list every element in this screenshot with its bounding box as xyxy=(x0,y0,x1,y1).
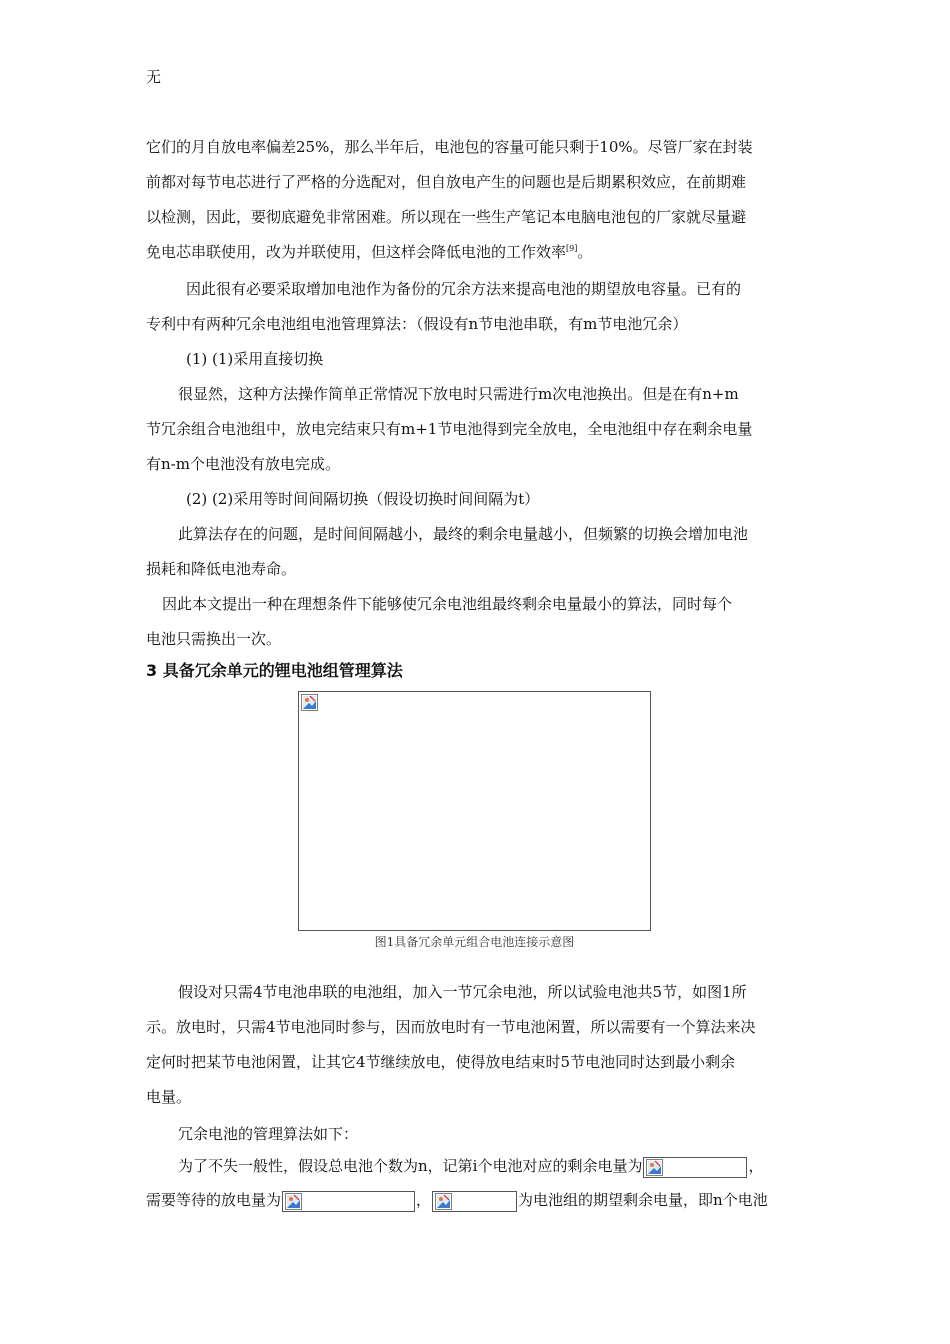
paragraph-text: 需要等待的放电量为 xyxy=(146,1191,282,1209)
paragraph-line: 专利中有两种冗余电池组电池管理算法：（假设有n节电池串联，有m节电池冗余） xyxy=(146,315,688,333)
paragraph-line: 冗余电池的管理算法如下： xyxy=(178,1125,359,1143)
broken-image-icon xyxy=(285,1193,302,1210)
page-header: 无 xyxy=(146,68,162,86)
paragraph-line: 电池只需换出一次。 xyxy=(146,630,282,648)
paragraph-line xyxy=(146,242,592,262)
paragraph-line: 示。放电时，只需4节电池同时参与，因而放电时有一节电池闲置，所以需要有一个算法来决 xyxy=(146,1018,756,1036)
paragraph-line xyxy=(178,1156,763,1178)
paragraph-line: 此算法存在的问题，是时间间隔越小，最终的剩余电量越小，但频繁的切换会增加电池 xyxy=(178,525,749,543)
paragraph-line: 定何时把某节电池闲置，让其它4节继续放电，使得放电结束时5节电池同时达到最小剩余 xyxy=(146,1053,736,1071)
paragraph-text: 为电池组的期望剩余电量，即n个电池 xyxy=(518,1191,768,1209)
list-item: (2) (2)采用等时间间隔切换（假设切换时间间隔为t） xyxy=(186,490,540,508)
inline-formula-image xyxy=(432,1191,517,1212)
paragraph-line: 它们的月自放电率偏差25%，那么半年后，电池包的容量可能只剩于10%。尽管厂家在封装 xyxy=(146,138,753,156)
broken-image-icon xyxy=(435,1193,452,1210)
figure-placeholder xyxy=(298,691,651,931)
section-heading: 3 具备冗余单元的锂电池组管理算法 xyxy=(146,661,403,680)
paragraph-line: 很显然，这种方法操作简单正常情况下放电时只需进行m次电池换出。但是在有n+m xyxy=(178,385,739,403)
inline-formula-image xyxy=(282,1191,415,1212)
broken-image-icon xyxy=(301,694,318,711)
list-item: (1) (1)采用直接切换 xyxy=(186,350,324,368)
paragraph-line: 因此很有必要采取增加电池作为备份的冗余方法来提高电池的期望放电容量。已有的 xyxy=(186,280,742,298)
figure-caption: 图1具备冗余单元组合电池连接示意图 xyxy=(374,935,575,949)
paragraph-text: 。 xyxy=(577,243,593,261)
paragraph-line: 有n-m个电池没有放电完成。 xyxy=(146,455,340,473)
paragraph-text: 为了不失一般性，假设总电池个数为n，记第i个电池对应的剩余电量为 xyxy=(178,1157,643,1175)
paragraph-line: 节冗余组合电池组中，放电完结束只有m+1节电池得到完全放电，全电池组中存在剩余电量 xyxy=(146,420,753,438)
paragraph-line xyxy=(146,1190,768,1212)
paragraph-line: 假设对只需4节电池串联的电池组，加入一节冗余电池，所以试验电池共5节，如图1所 xyxy=(178,983,747,1001)
paragraph-line: 前都对每节电芯进行了严格的分选配对，但自放电产生的问题也是后期累积效应，在前期难 xyxy=(146,173,747,191)
broken-image-icon xyxy=(646,1159,663,1176)
paragraph-line: 损耗和降低电池寿命。 xyxy=(146,560,297,578)
paragraph-text: ， xyxy=(416,1191,432,1209)
inline-formula-image xyxy=(643,1157,747,1178)
paragraph-line: 电量。 xyxy=(146,1088,192,1106)
citation-reference: [9] xyxy=(566,244,578,253)
paragraph-line: 因此本文提出一种在理想条件下能够使冗余电池组最终剩余电量最小的算法，同时每个 xyxy=(162,595,733,613)
paragraph-line: 以检测，因此，要彻底避免非常困难。所以现在一些生产笔记本电脑电池包的厂家就尽量避 xyxy=(146,208,747,226)
paragraph-text: ， xyxy=(748,1157,764,1175)
paragraph-text: 免电芯串联使用，改为并联使用，但这样会降低电池的工作效率 xyxy=(146,243,567,261)
